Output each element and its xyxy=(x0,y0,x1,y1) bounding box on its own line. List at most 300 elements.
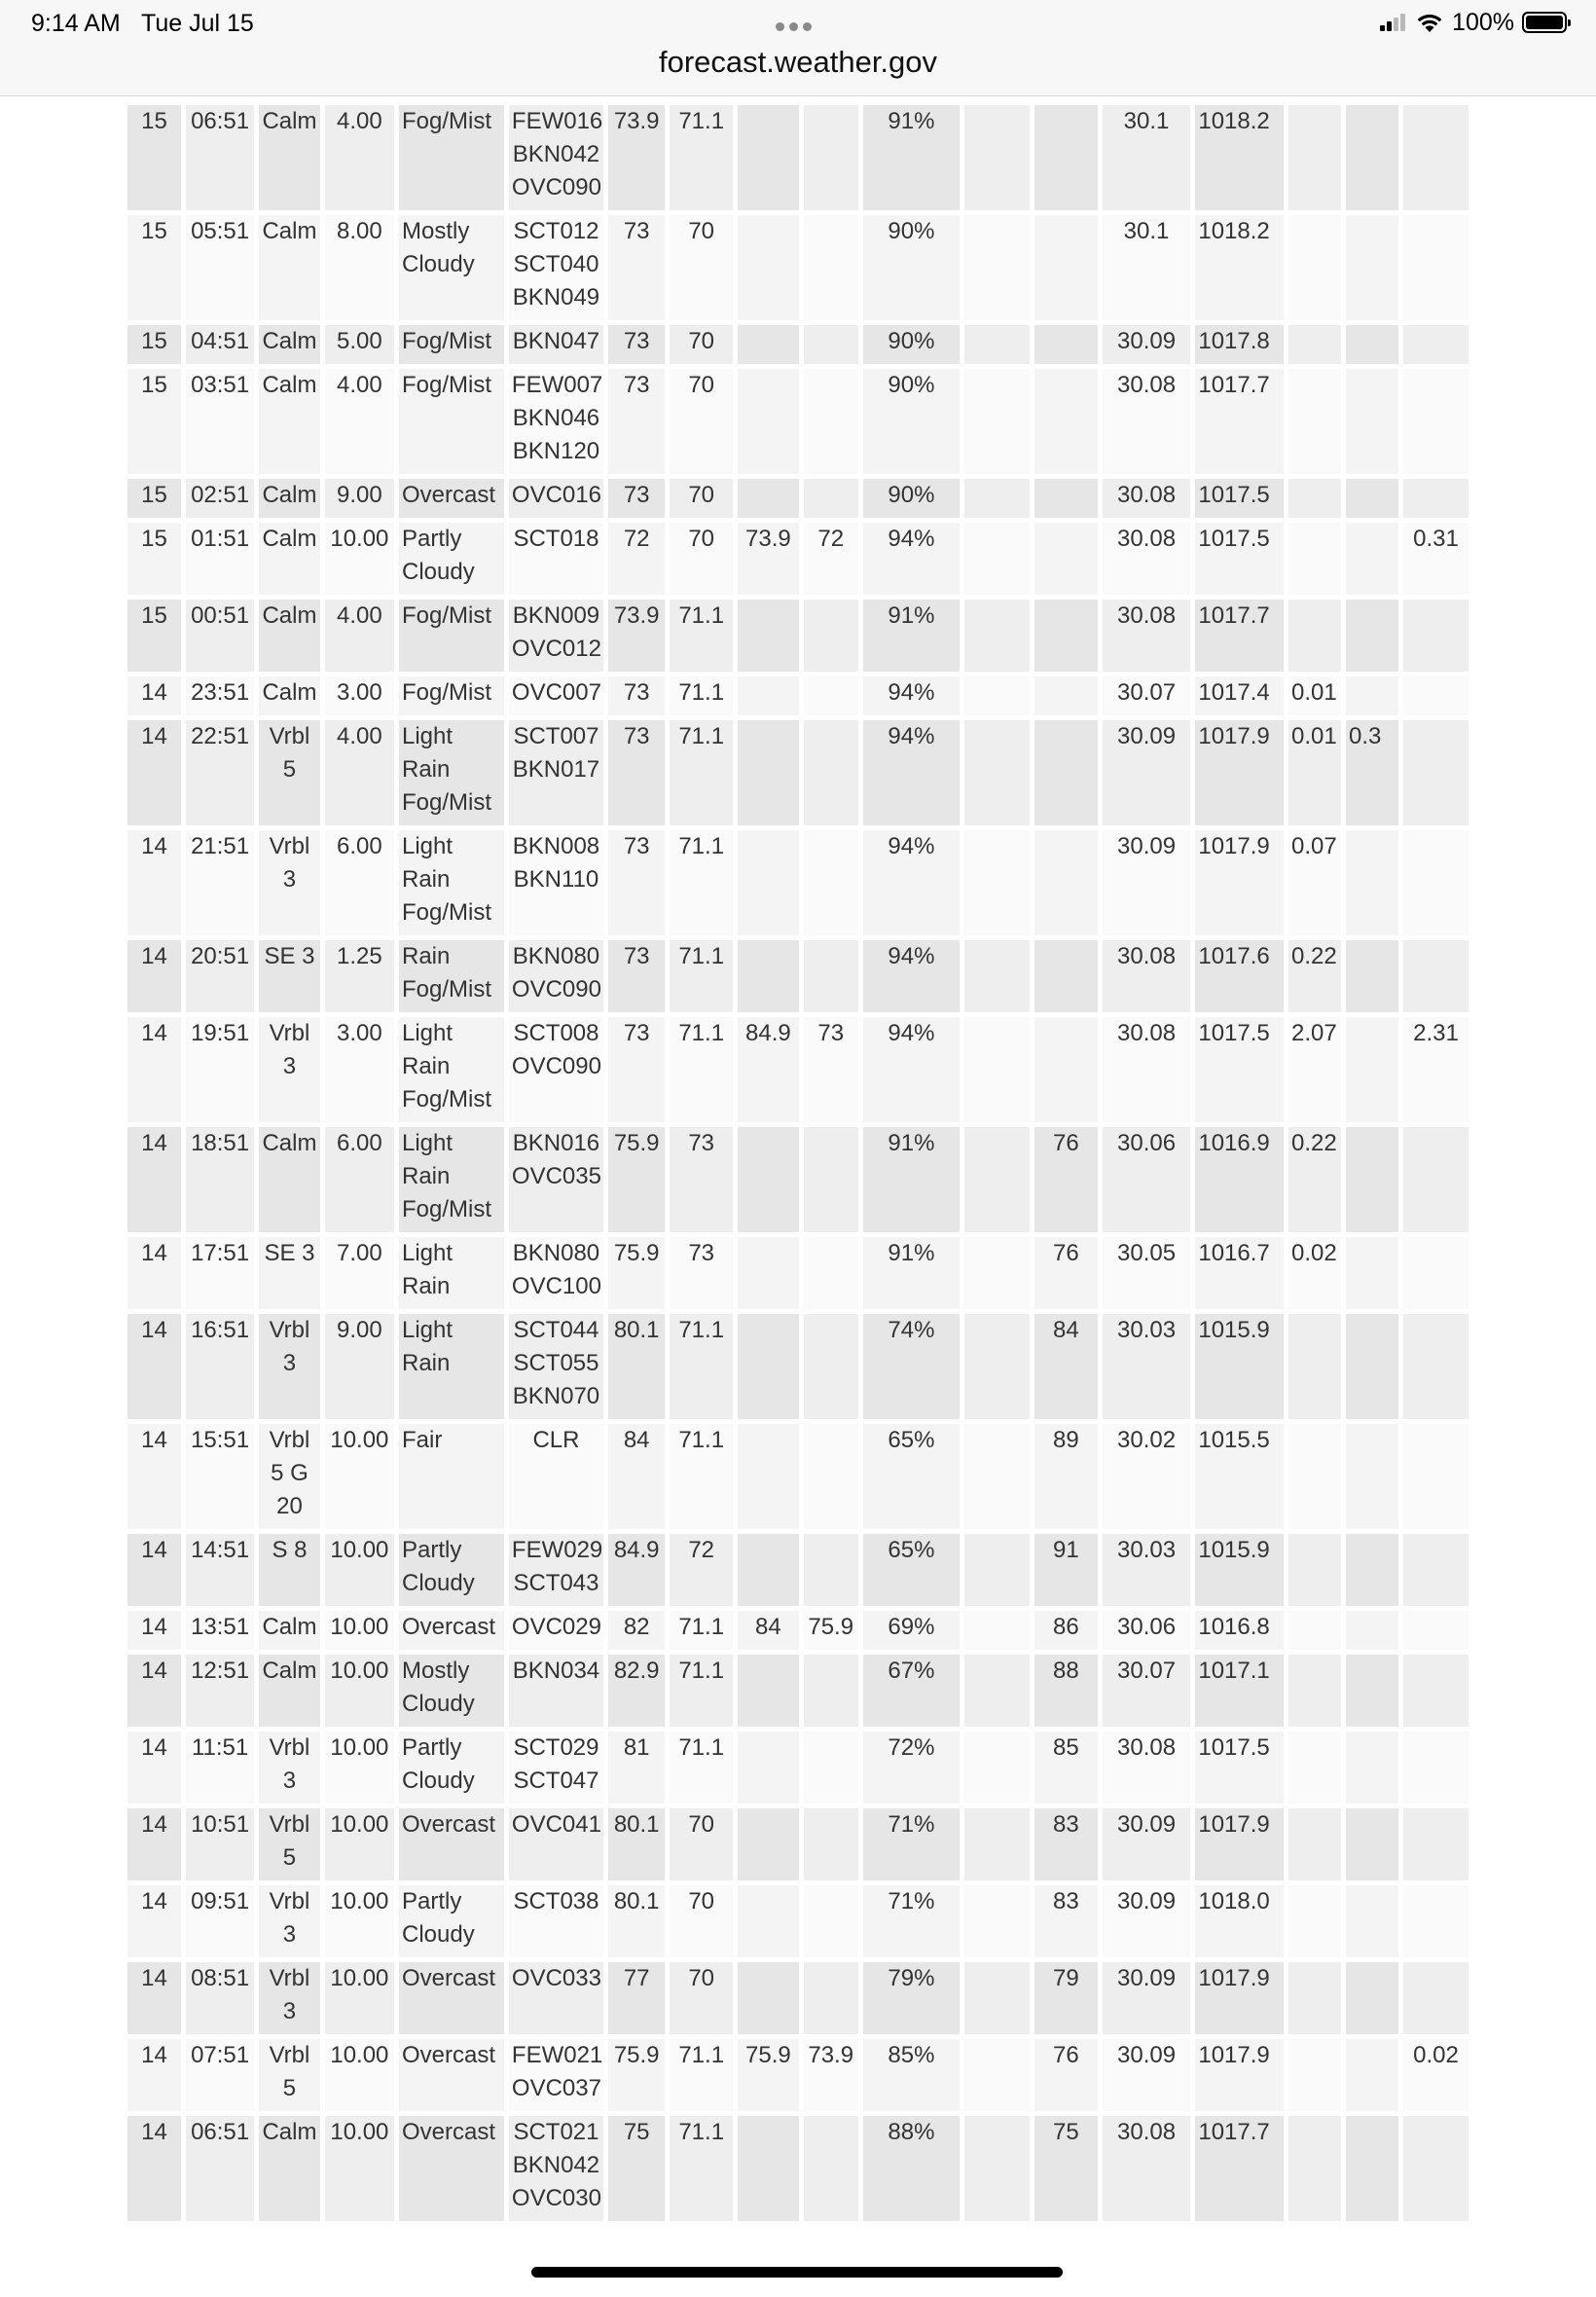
time-cell: 06:51 xyxy=(186,105,254,210)
table-row xyxy=(127,1237,1469,1309)
precip-3hr-cell xyxy=(1346,2116,1398,2221)
wind-chill-cell xyxy=(964,2039,1030,2111)
time-cell: 18:51 xyxy=(186,1127,254,1232)
six-hour-max-cell xyxy=(738,600,799,672)
cellular-signal-icon xyxy=(1380,14,1407,31)
altimeter-cell: 30.08 xyxy=(1103,2116,1191,2221)
wind-chill-cell xyxy=(964,600,1030,672)
visibility-cell: 1.25 xyxy=(325,940,394,1012)
date-cell: 14 xyxy=(127,676,181,715)
visibility-cell: 10.00 xyxy=(325,1962,394,2034)
precip-3hr-cell xyxy=(1346,325,1398,364)
time-cell: 07:51 xyxy=(186,2039,254,2111)
date-cell: 14 xyxy=(127,1314,181,1419)
home-indicator[interactable] xyxy=(531,2267,1063,2278)
air-temp-cell: 84.9 xyxy=(608,1534,665,1606)
air-temp-cell: 73 xyxy=(608,1017,665,1122)
heat-index-cell: 76 xyxy=(1034,1127,1098,1232)
precip-6hr-cell xyxy=(1403,830,1469,935)
wind-cell: Calm xyxy=(259,2116,320,2221)
table-row xyxy=(127,600,1469,672)
sea-level-pressure-cell: 1017.8 xyxy=(1195,325,1284,364)
altimeter-cell: 30.03 xyxy=(1103,1534,1191,1606)
heat-index-cell: 83 xyxy=(1034,1808,1098,1880)
weather-cell: Fog/Mist xyxy=(399,105,504,210)
six-hour-min-cell xyxy=(804,1732,858,1804)
precip-1hr-cell xyxy=(1288,105,1341,210)
six-hour-max-cell xyxy=(738,940,799,1012)
date-cell: 14 xyxy=(127,1237,181,1309)
wind-cell: Vrbl 5 xyxy=(259,2039,320,2111)
sky-condition-cell: FEW007 BKN046 BKN120 xyxy=(509,369,603,474)
precip-6hr-cell xyxy=(1403,1314,1469,1419)
time-cell: 05:51 xyxy=(186,215,254,320)
date-cell: 14 xyxy=(127,2116,181,2221)
wind-cell: Vrbl 3 xyxy=(259,1732,320,1804)
weather-cell: Partly Cloudy xyxy=(399,1534,504,1606)
sky-condition-cell: BKN016 OVC035 xyxy=(509,1127,603,1232)
six-hour-min-cell xyxy=(804,600,858,672)
date-cell: 14 xyxy=(127,1534,181,1606)
time-cell: 08:51 xyxy=(186,1962,254,2034)
six-hour-min-cell xyxy=(804,1237,858,1309)
sky-condition-cell: SCT007 BKN017 xyxy=(509,720,603,825)
time-cell: 00:51 xyxy=(186,600,254,672)
humidity-cell: 94% xyxy=(863,523,960,595)
observations-table-wrapper[interactable] xyxy=(123,100,1473,2226)
altimeter-cell: 30.03 xyxy=(1103,1314,1191,1419)
heat-index-cell: 79 xyxy=(1034,1962,1098,2034)
precip-3hr-cell xyxy=(1346,830,1398,935)
air-temp-cell: 73 xyxy=(608,940,665,1012)
humidity-cell: 67% xyxy=(863,1655,960,1727)
date-cell: 15 xyxy=(127,479,181,518)
wind-chill-cell xyxy=(964,1534,1030,1606)
six-hour-min-cell xyxy=(804,1534,858,1606)
precip-6hr-cell xyxy=(1403,1655,1469,1727)
date-cell: 15 xyxy=(127,369,181,474)
air-temp-cell: 82 xyxy=(608,1611,665,1650)
table-row xyxy=(127,1424,1469,1529)
wind-cell: Vrbl 5 G 20 xyxy=(259,1424,320,1529)
weather-cell: Light Rain Fog/Mist xyxy=(399,1127,504,1232)
precip-6hr-cell xyxy=(1403,676,1469,715)
precip-6hr-cell: 0.02 xyxy=(1403,2039,1469,2111)
table-row xyxy=(127,105,1469,210)
table-row xyxy=(127,1611,1469,1650)
visibility-cell: 10.00 xyxy=(325,1611,394,1650)
six-hour-min-cell: 72 xyxy=(804,523,858,595)
date-cell: 14 xyxy=(127,830,181,935)
precip-6hr-cell xyxy=(1403,325,1469,364)
heat-index-cell xyxy=(1034,940,1098,1012)
wind-chill-cell xyxy=(964,325,1030,364)
visibility-cell: 10.00 xyxy=(325,2116,394,2221)
six-hour-max-cell xyxy=(738,1885,799,1957)
six-hour-max-cell xyxy=(738,1808,799,1880)
table-row xyxy=(127,2039,1469,2111)
precip-6hr-cell xyxy=(1403,2116,1469,2221)
air-temp-cell: 82.9 xyxy=(608,1655,665,1727)
air-temp-cell: 73 xyxy=(608,479,665,518)
weather-cell: Partly Cloudy xyxy=(399,523,504,595)
humidity-cell: 91% xyxy=(863,1237,960,1309)
visibility-cell: 4.00 xyxy=(325,720,394,825)
wind-chill-cell xyxy=(964,1424,1030,1529)
wind-cell: Calm xyxy=(259,105,320,210)
air-temp-cell: 73.9 xyxy=(608,600,665,672)
altimeter-cell: 30.09 xyxy=(1103,830,1191,935)
sea-level-pressure-cell: 1016.9 xyxy=(1195,1127,1284,1232)
weather-cell: Overcast xyxy=(399,1808,504,1880)
precip-6hr-cell: 0.31 xyxy=(1403,523,1469,595)
sea-level-pressure-cell: 1017.1 xyxy=(1195,1655,1284,1727)
heat-index-cell: 76 xyxy=(1034,2039,1098,2111)
weather-cell: Fog/Mist xyxy=(399,369,504,474)
wind-chill-cell xyxy=(964,2116,1030,2221)
date-cell: 14 xyxy=(127,940,181,1012)
visibility-cell: 10.00 xyxy=(325,1885,394,1957)
humidity-cell: 94% xyxy=(863,830,960,935)
six-hour-max-cell xyxy=(738,1127,799,1232)
time-cell: 04:51 xyxy=(186,325,254,364)
date-cell: 14 xyxy=(127,2039,181,2111)
six-hour-max-cell xyxy=(738,1424,799,1529)
humidity-cell: 94% xyxy=(863,1017,960,1122)
time-cell: 20:51 xyxy=(186,940,254,1012)
altimeter-cell: 30.1 xyxy=(1103,215,1191,320)
air-temp-cell: 73 xyxy=(608,215,665,320)
air-temp-cell: 73 xyxy=(608,369,665,474)
dewpoint-cell: 70 xyxy=(670,325,733,364)
table-row xyxy=(127,215,1469,320)
table-row xyxy=(127,325,1469,364)
dewpoint-cell: 70 xyxy=(670,523,733,595)
humidity-cell: 91% xyxy=(863,1127,960,1232)
altimeter-cell: 30.09 xyxy=(1103,720,1191,825)
weather-cell: Light Rain xyxy=(399,1237,504,1309)
precip-3hr-cell xyxy=(1346,1127,1398,1232)
precip-3hr-cell xyxy=(1346,1314,1398,1419)
date-cell: 14 xyxy=(127,1017,181,1122)
wind-cell: Vrbl 3 xyxy=(259,1017,320,1122)
heat-index-cell xyxy=(1034,600,1098,672)
precip-1hr-cell: 0.22 xyxy=(1288,1127,1341,1232)
table-row xyxy=(127,1534,1469,1606)
air-temp-cell: 73 xyxy=(608,830,665,935)
dewpoint-cell: 73 xyxy=(670,1237,733,1309)
precip-1hr-cell xyxy=(1288,1314,1341,1419)
humidity-cell: 94% xyxy=(863,940,960,1012)
air-temp-cell: 80.1 xyxy=(608,1885,665,1957)
multitasking-dots-icon[interactable] xyxy=(776,18,820,28)
sky-condition-cell: OVC041 xyxy=(509,1808,603,1880)
precip-3hr-cell xyxy=(1346,600,1398,672)
precip-1hr-cell xyxy=(1288,1962,1341,2034)
air-temp-cell: 80.1 xyxy=(608,1808,665,1880)
table-row xyxy=(127,1808,1469,1880)
humidity-cell: 69% xyxy=(863,1611,960,1650)
table-row xyxy=(127,1732,1469,1804)
six-hour-max-cell: 84.9 xyxy=(738,1017,799,1122)
air-temp-cell: 75.9 xyxy=(608,1127,665,1232)
dewpoint-cell: 71.1 xyxy=(670,940,733,1012)
six-hour-min-cell xyxy=(804,2116,858,2221)
visibility-cell: 10.00 xyxy=(325,1655,394,1727)
table-row xyxy=(127,940,1469,1012)
heat-index-cell: 76 xyxy=(1034,1237,1098,1309)
dewpoint-cell: 71.1 xyxy=(670,2116,733,2221)
dewpoint-cell: 72 xyxy=(670,1534,733,1606)
heat-index-cell xyxy=(1034,523,1098,595)
heat-index-cell: 83 xyxy=(1034,1885,1098,1957)
six-hour-min-cell xyxy=(804,1885,858,1957)
precip-6hr-cell xyxy=(1403,1885,1469,1957)
visibility-cell: 9.00 xyxy=(325,1314,394,1419)
heat-index-cell: 75 xyxy=(1034,2116,1098,2221)
date-cell: 14 xyxy=(127,720,181,825)
altimeter-cell: 30.02 xyxy=(1103,1424,1191,1529)
wind-chill-cell xyxy=(964,1127,1030,1232)
sky-condition-cell: BKN034 xyxy=(509,1655,603,1727)
wind-cell: Calm xyxy=(259,1127,320,1232)
sky-condition-cell: OVC007 xyxy=(509,676,603,715)
visibility-cell: 7.00 xyxy=(325,1237,394,1309)
heat-index-cell: 84 xyxy=(1034,1314,1098,1419)
time-cell: 02:51 xyxy=(186,479,254,518)
air-temp-cell: 75 xyxy=(608,2116,665,2221)
dewpoint-cell: 70 xyxy=(670,215,733,320)
sea-level-pressure-cell: 1016.7 xyxy=(1195,1237,1284,1309)
altimeter-cell: 30.09 xyxy=(1103,325,1191,364)
time-cell: 16:51 xyxy=(186,1314,254,1419)
sky-condition-cell: OVC033 xyxy=(509,1962,603,2034)
sea-level-pressure-cell: 1015.5 xyxy=(1195,1424,1284,1529)
weather-cell: Partly Cloudy xyxy=(399,1732,504,1804)
precip-1hr-cell xyxy=(1288,479,1341,518)
six-hour-max-cell xyxy=(738,325,799,364)
six-hour-min-cell: 75.9 xyxy=(804,1611,858,1650)
precip-1hr-cell xyxy=(1288,1655,1341,1727)
humidity-cell: 65% xyxy=(863,1534,960,1606)
weather-cell: Light Rain xyxy=(399,1314,504,1419)
sky-condition-cell: SCT038 xyxy=(509,1885,603,1957)
status-indicators xyxy=(1380,8,1567,37)
precip-6hr-cell xyxy=(1403,1611,1469,1650)
sea-level-pressure-cell: 1018.2 xyxy=(1195,105,1284,210)
precip-6hr-cell xyxy=(1403,940,1469,1012)
wind-cell: SE 3 xyxy=(259,940,320,1012)
sky-condition-cell: BKN008 BKN110 xyxy=(509,830,603,935)
precip-3hr-cell xyxy=(1346,215,1398,320)
wind-chill-cell xyxy=(964,523,1030,595)
wind-chill-cell xyxy=(964,1314,1030,1419)
sea-level-pressure-cell: 1017.5 xyxy=(1195,479,1284,518)
wind-chill-cell xyxy=(964,940,1030,1012)
altimeter-cell: 30.08 xyxy=(1103,1017,1191,1122)
dewpoint-cell: 71.1 xyxy=(670,2039,733,2111)
heat-index-cell: 89 xyxy=(1034,1424,1098,1529)
heat-index-cell xyxy=(1034,720,1098,825)
table-row xyxy=(127,1962,1469,2034)
precip-6hr-cell xyxy=(1403,1962,1469,2034)
table-row xyxy=(127,369,1469,474)
altimeter-cell: 30.07 xyxy=(1103,676,1191,715)
wind-cell: SE 3 xyxy=(259,1237,320,1309)
table-row xyxy=(127,1017,1469,1122)
precip-1hr-cell xyxy=(1288,1885,1341,1957)
wind-chill-cell xyxy=(964,1808,1030,1880)
sea-level-pressure-cell: 1017.9 xyxy=(1195,830,1284,935)
weather-cell: Light Rain Fog/Mist xyxy=(399,720,504,825)
air-temp-cell: 77 xyxy=(608,1962,665,2034)
altimeter-cell: 30.09 xyxy=(1103,1808,1191,1880)
time-cell: 13:51 xyxy=(186,1611,254,1650)
dewpoint-cell: 71.1 xyxy=(670,1611,733,1650)
date-cell: 14 xyxy=(127,1424,181,1529)
time-cell: 14:51 xyxy=(186,1534,254,1606)
wind-cell: Calm xyxy=(259,215,320,320)
sea-level-pressure-cell: 1017.7 xyxy=(1195,2116,1284,2221)
six-hour-max-cell xyxy=(738,1534,799,1606)
precip-3hr-cell xyxy=(1346,1732,1398,1804)
six-hour-max-cell xyxy=(738,1962,799,2034)
visibility-cell: 4.00 xyxy=(325,600,394,672)
wind-chill-cell xyxy=(964,1655,1030,1727)
wind-cell: Calm xyxy=(259,479,320,518)
dewpoint-cell: 71.1 xyxy=(670,1314,733,1419)
wind-cell: Vrbl 5 xyxy=(259,1808,320,1880)
humidity-cell: 79% xyxy=(863,1962,960,2034)
six-hour-max-cell xyxy=(738,479,799,518)
humidity-cell: 94% xyxy=(863,676,960,715)
precip-3hr-cell xyxy=(1346,1534,1398,1606)
dewpoint-cell: 70 xyxy=(670,1808,733,1880)
weather-cell: Mostly Cloudy xyxy=(399,1655,504,1727)
weather-cell: Fog/Mist xyxy=(399,676,504,715)
precip-3hr-cell: 0.3 xyxy=(1346,720,1398,825)
sky-condition-cell: FEW029 SCT043 xyxy=(509,1534,603,1606)
six-hour-max-cell: 73.9 xyxy=(738,523,799,595)
dewpoint-cell: 71.1 xyxy=(670,1017,733,1122)
sky-condition-cell: OVC029 xyxy=(509,1611,603,1650)
table-row xyxy=(127,720,1469,825)
heat-index-cell xyxy=(1034,325,1098,364)
altimeter-cell: 30.05 xyxy=(1103,1237,1191,1309)
sky-condition-cell: SCT008 OVC090 xyxy=(509,1017,603,1122)
precip-1hr-cell: 0.01 xyxy=(1288,720,1341,825)
weather-cell: Overcast xyxy=(399,1962,504,2034)
six-hour-max-cell xyxy=(738,1655,799,1727)
wind-cell: Vrbl 3 xyxy=(259,1314,320,1419)
sea-level-pressure-cell: 1017.7 xyxy=(1195,369,1284,474)
precip-1hr-cell: 0.22 xyxy=(1288,940,1341,1012)
sky-condition-cell: OVC016 xyxy=(509,479,603,518)
weather-cell: Overcast xyxy=(399,2039,504,2111)
time-cell: 10:51 xyxy=(186,1808,254,1880)
humidity-cell: 74% xyxy=(863,1314,960,1419)
weather-cell: Overcast xyxy=(399,2116,504,2221)
address-bar-url[interactable]: forecast.weather.gov xyxy=(658,45,938,79)
weather-cell: Fog/Mist xyxy=(399,325,504,364)
table-row xyxy=(127,2116,1469,2221)
humidity-cell: 94% xyxy=(863,720,960,825)
wind-cell: Calm xyxy=(259,369,320,474)
date-cell: 15 xyxy=(127,215,181,320)
six-hour-max-cell xyxy=(738,830,799,935)
humidity-cell: 91% xyxy=(863,105,960,210)
precip-3hr-cell xyxy=(1346,1808,1398,1880)
altimeter-cell: 30.1 xyxy=(1103,105,1191,210)
altimeter-cell: 30.08 xyxy=(1103,523,1191,595)
air-temp-cell: 73.9 xyxy=(608,105,665,210)
wind-cell: Calm xyxy=(259,600,320,672)
dewpoint-cell: 71.1 xyxy=(670,1424,733,1529)
precip-6hr-cell xyxy=(1403,105,1469,210)
weather-cell: Rain Fog/Mist xyxy=(399,940,504,1012)
six-hour-min-cell: 73 xyxy=(804,1017,858,1122)
wind-chill-cell xyxy=(964,369,1030,474)
humidity-cell: 90% xyxy=(863,479,960,518)
sea-level-pressure-cell: 1017.9 xyxy=(1195,1962,1284,2034)
sky-condition-cell: SCT012 SCT040 BKN049 xyxy=(509,215,603,320)
sky-condition-cell: SCT029 SCT047 xyxy=(509,1732,603,1804)
air-temp-cell: 72 xyxy=(608,523,665,595)
six-hour-min-cell xyxy=(804,1655,858,1727)
precip-3hr-cell xyxy=(1346,479,1398,518)
humidity-cell: 90% xyxy=(863,325,960,364)
air-temp-cell: 80.1 xyxy=(608,1314,665,1419)
sky-condition-cell: FEW016 BKN042 OVC090 xyxy=(509,105,603,210)
precip-6hr-cell xyxy=(1403,1424,1469,1529)
visibility-cell: 10.00 xyxy=(325,1424,394,1529)
visibility-cell: 4.00 xyxy=(325,105,394,210)
visibility-cell: 3.00 xyxy=(325,676,394,715)
date-cell: 14 xyxy=(127,1808,181,1880)
six-hour-max-cell xyxy=(738,720,799,825)
six-hour-min-cell xyxy=(804,940,858,1012)
date-cell: 14 xyxy=(127,1885,181,1957)
precip-3hr-cell xyxy=(1346,676,1398,715)
wind-chill-cell xyxy=(964,830,1030,935)
precip-3hr-cell xyxy=(1346,1424,1398,1529)
wind-cell: S 8 xyxy=(259,1534,320,1606)
sea-level-pressure-cell: 1017.6 xyxy=(1195,940,1284,1012)
six-hour-min-cell xyxy=(804,830,858,935)
air-temp-cell: 73 xyxy=(608,325,665,364)
wind-chill-cell xyxy=(964,1017,1030,1122)
wind-chill-cell xyxy=(964,676,1030,715)
altimeter-cell: 30.09 xyxy=(1103,1962,1191,2034)
wind-cell: Vrbl 5 xyxy=(259,720,320,825)
six-hour-min-cell xyxy=(804,369,858,474)
weather-cell: Mostly Cloudy xyxy=(399,215,504,320)
heat-index-cell xyxy=(1034,369,1098,474)
visibility-cell: 9.00 xyxy=(325,479,394,518)
sea-level-pressure-cell: 1015.9 xyxy=(1195,1314,1284,1419)
six-hour-min-cell xyxy=(804,720,858,825)
six-hour-max-cell xyxy=(738,1314,799,1419)
precip-1hr-cell xyxy=(1288,1424,1341,1529)
weather-cell: Fair xyxy=(399,1424,504,1529)
wind-chill-cell xyxy=(964,1732,1030,1804)
time-cell: 15:51 xyxy=(186,1424,254,1529)
altimeter-cell: 30.08 xyxy=(1103,369,1191,474)
heat-index-cell xyxy=(1034,479,1098,518)
precip-1hr-cell: 0.02 xyxy=(1288,1237,1341,1309)
time-cell: 11:51 xyxy=(186,1732,254,1804)
wind-chill-cell xyxy=(964,720,1030,825)
